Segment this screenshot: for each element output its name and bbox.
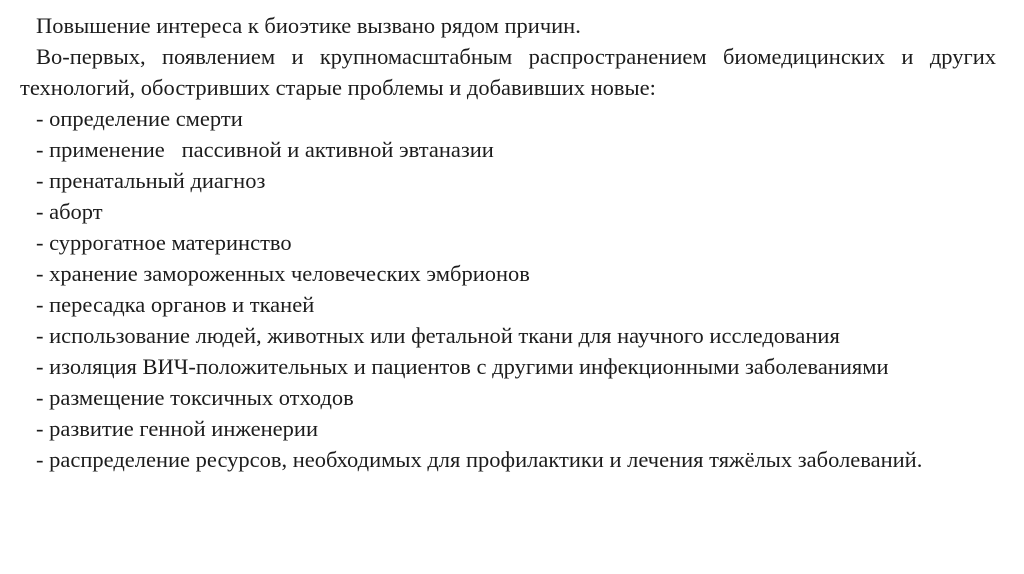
list-item-surrogacy: - суррогатное материнство — [36, 230, 292, 255]
list-item-death-definition: - определение смерти — [36, 106, 243, 131]
list-item-abortion: - аборт — [36, 199, 103, 224]
list-item-euthanasia: - применение пассивной и активной эвтаназии — [36, 137, 494, 162]
slide-content — [20, 10, 996, 475]
list-item-transplantation: - пересадка органов и тканей — [36, 292, 315, 317]
list-item-toxic-waste: - размещение токсичных отходов — [36, 385, 354, 410]
list-item-genetic-engineering: - развитие генной инженерии — [36, 416, 318, 441]
list-item-prenatal-diagnosis: - пренатальный диагноз — [36, 168, 266, 193]
first-reason-paragraph: Во-первых, появлением и крупномасштабным распространением биомедицинских и других технологий, обостривших старые проблемы и добавивших новые: — [20, 44, 996, 100]
problems-list — [20, 103, 996, 475]
list-item-hiv-isolation: - изоляция ВИЧ-положительных и пациентов с другими инфекционными заболеваниями — [36, 354, 889, 379]
intro-paragraph: Повышение интереса к биоэтике вызвано рядом причин. — [36, 13, 581, 38]
list-item-frozen-embryos: - хранение замороженных человеческих эмбрионов — [36, 261, 530, 286]
list-item-resource-allocation: - распределение ресурсов, необходимых для профилактики и лечения тяжёлых заболеваний. — [36, 447, 923, 472]
list-item-research-use: - использование людей, животных или фетальной ткани для научного исследования — [36, 323, 840, 348]
